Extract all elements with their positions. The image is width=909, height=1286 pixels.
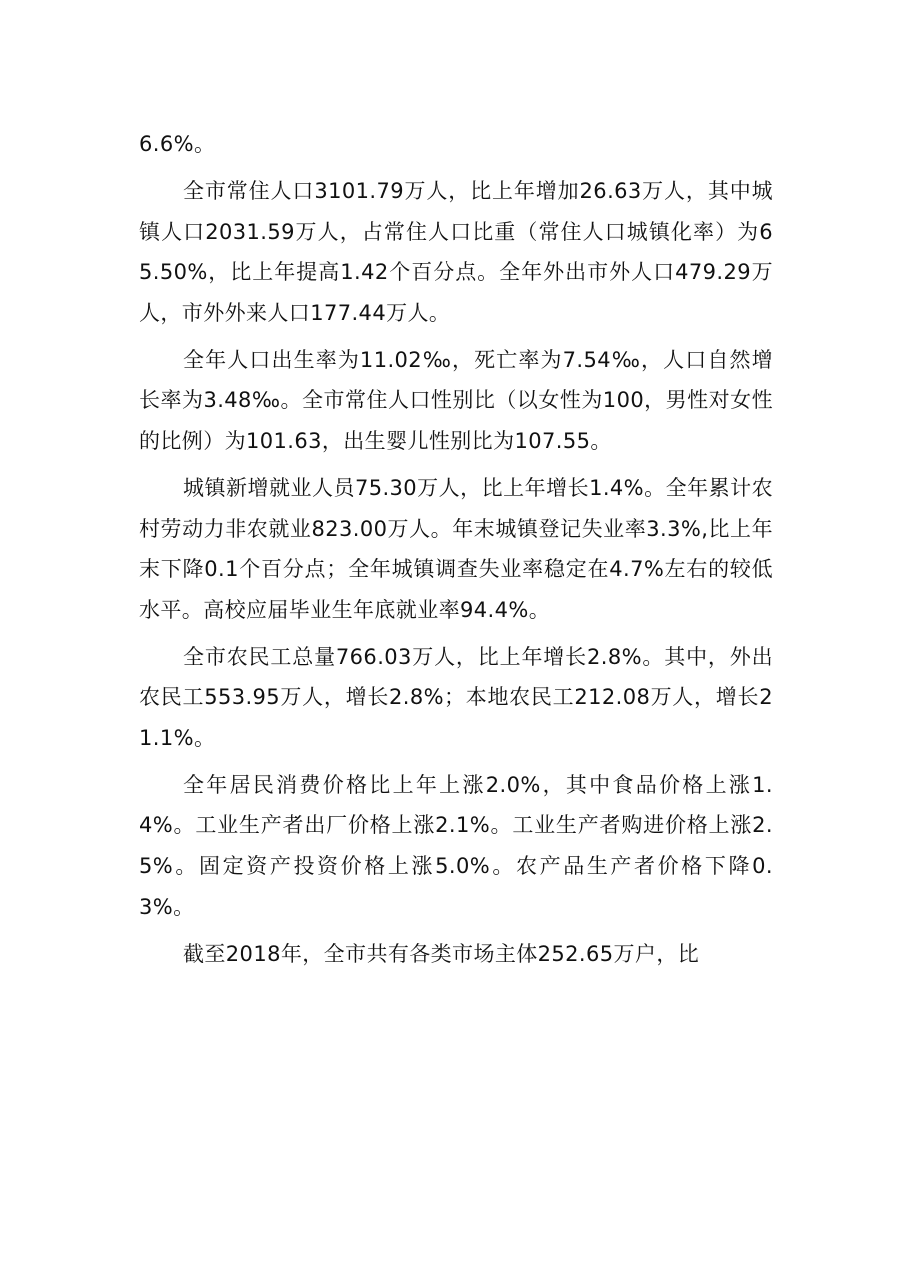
document-body (139, 124, 773, 981)
paragraph-employment: 城镇新增就业人员75.30万人，比上年增长1.4%。全年累计农村劳动力非农就业823.00万人。年末城镇登记失业率3.3%,比上年末下降0.1个百分点；全年城镇调查失业率稳定在4.7%左右的较低水平。高校应届毕业生年底就业率94.4%。 (139, 475, 773, 622)
paragraph-migrant-workers: 全市农民工总量766.03万人，比上年增长2.8%。其中，外出农民工553.95万人，增长2.8%；本地农民工212.08万人，增长21.1%。 (139, 644, 773, 750)
paragraph-prices: 全年居民消费价格比上年上涨2.0%，其中食品价格上涨1.4%。工业生产者出厂价格上涨2.1%。工业生产者购进价格上涨2.5%。固定资产投资价格上涨5.0%。农产品生产者价格下降0.3%。 (139, 772, 773, 919)
paragraph-continuation: 6.6%。 (139, 132, 216, 156)
paragraph-market-entities: 截至2018年，全市共有各类市场主体252.65万户，比 (183, 941, 700, 966)
paragraph-birth-rate: 全年人口出生率为11.02‰，死亡率为7.54‰，人口自然增长率为3.48‰。全市常住人口性别比（以女性为100，男性对女性的比例）为101.63，出生婴儿性别比为107.55。 (139, 347, 773, 453)
paragraph-population: 全市常住人口3101.79万人，比上年增加26.63万人，其中城镇人口2031.59万人，占常住人口比重（常住人口城镇化率）为65.50%，比上年提高1.42个百分点。全年外出市外人口479.29万人，市外外来人口177.44万人。 (139, 178, 773, 325)
